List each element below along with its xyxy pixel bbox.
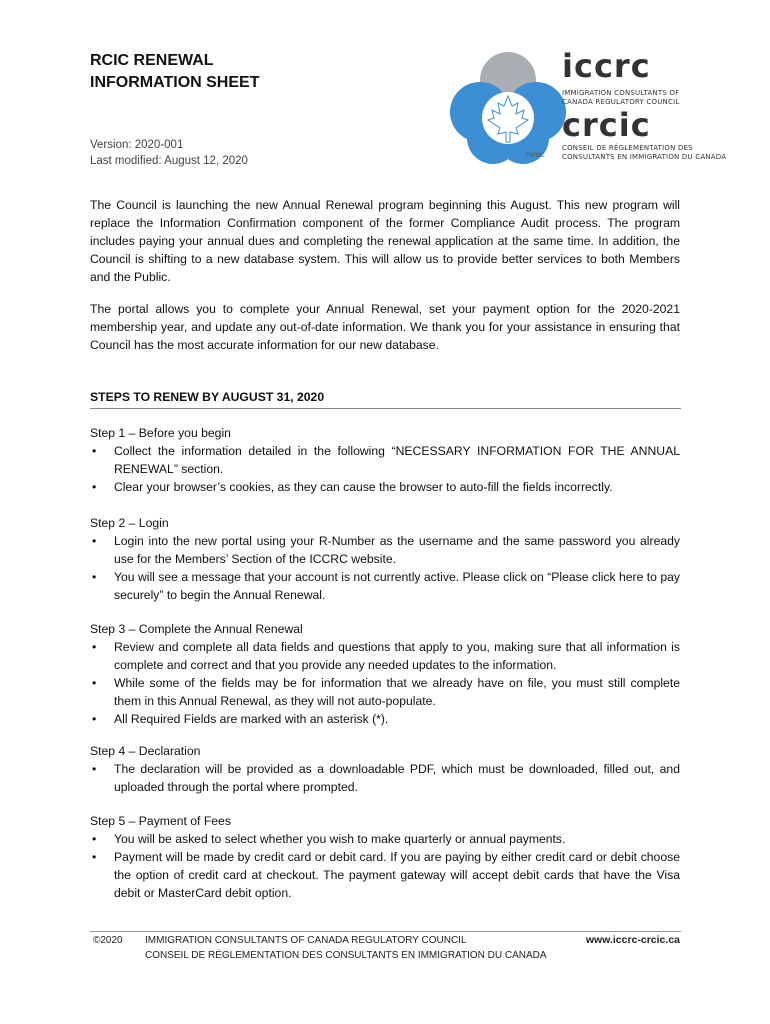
- list-item: • Login into the new portal using your R-Number as the username and the same password you already use for the Members’ Section of the ICCRC website.: [90, 532, 680, 568]
- list-item: • You will be asked to select whether you wish to make quarterly or annual payments.: [90, 830, 680, 848]
- footer-divider: [90, 931, 681, 932]
- footer-org-fr: CONSEIL DE RÉGLEMENTATION DES CONSULTANTS EN IMMIGRATION DU CANADA: [145, 950, 547, 961]
- trademark-label: TM/MC: [525, 153, 545, 159]
- step-list: [90, 442, 680, 496]
- list-item: • While some of the fields may be for information that we already have on file, you must still complete them in this Annual Renewal, as they will not auto-populate.: [90, 674, 680, 710]
- footer-website-link[interactable]: www.iccrc-crcic.ca: [585, 934, 680, 946]
- brand-subtitle-fr-line-1: CONSEIL DE RÉGLEMENTATION DES: [562, 144, 693, 152]
- brand-name-en: iccrc: [562, 47, 651, 85]
- step-title: Step 4 – Declaration: [90, 744, 201, 758]
- steps-heading: STEPS TO RENEW BY AUGUST 31, 2020: [90, 388, 681, 409]
- title-line-2: INFORMATION SHEET: [90, 74, 260, 91]
- version-info: [90, 137, 248, 169]
- list-item: • Clear your browser’s cookies, as they can cause the browser to auto-fill the fields incorrectly.: [90, 478, 680, 496]
- step-title: Step 1 – Before you begin: [90, 426, 231, 440]
- list-item: • The declaration will be provided as a downloadable PDF, which must be downloaded, filled out, and uploaded through the portal where prompted.: [90, 760, 680, 796]
- list-item: • All Required Fields are marked with an asterisk (*).: [90, 710, 680, 728]
- list-item: • You will see a message that your account is not currently active. Please click on “Please click here to pay securely” to begin the Annual Renewal.: [90, 568, 680, 604]
- list-item: • Review and complete all data fields and questions that apply to you, making sure that all information is complete and correct and that you provide any needed updates to the information.: [90, 638, 680, 674]
- step-1: [90, 424, 680, 496]
- step-list: [90, 638, 680, 728]
- title-line-1: RCIC RENEWAL: [90, 52, 214, 69]
- step-list: [90, 532, 680, 604]
- brand-subtitle-fr-line-2: CONSULTANTS EN IMMIGRATION DU CANADA: [562, 153, 727, 161]
- list-item: • Collect the information detailed in the following “NECESSARY INFORMATION FOR THE ANNUAL RENEWAL” section.: [90, 442, 680, 478]
- brand-subtitle-en-line-2: CANADA REGULATORY COUNCIL: [562, 98, 680, 106]
- brand-subtitle-en: [562, 89, 679, 107]
- step-3: [90, 620, 680, 728]
- intro-paragraph-1: The Council is launching the new Annual Renewal program beginning this August. This new program will replace the Information Confirmation component of the former Compliance Audit process. The program includes paying your annual dues and completing the renewal application at the same time. In addition, the Council is shifting to a new database system. This will allow us to provide better services to both Members and the Public.: [90, 198, 680, 284]
- step-list: [90, 830, 680, 902]
- step-5: [90, 812, 680, 902]
- footer-organization: [145, 933, 547, 963]
- document-title: [90, 50, 259, 94]
- footer-copyright: ©2020: [93, 935, 123, 946]
- step-title: Step 3 – Complete the Annual Renewal: [90, 622, 303, 636]
- step-title: Step 2 – Login: [90, 516, 169, 530]
- step-4: [90, 742, 680, 796]
- brand-subtitle-fr: [562, 144, 726, 162]
- intro-paragraph-2: The portal allows you to complete your Annual Renewal, set your payment option for the 2020-2021 membership year, and update any out-of-date information. We thank you for your assistance in ensuring that Council has the most accurate information for our new database.: [90, 302, 680, 352]
- last-modified-label: Last modified: August 12, 2020: [90, 155, 248, 167]
- version-label: Version: 2020-001: [90, 139, 184, 151]
- step-title: Step 5 – Payment of Fees: [90, 814, 231, 828]
- footer-org-en: IMMIGRATION CONSULTANTS OF CANADA REGULATORY COUNCIL: [145, 935, 467, 946]
- step-list: [90, 760, 680, 796]
- list-item: • Payment will be made by credit card or debit card. If you are paying by either credit card or debit choose the option of credit card at checkout. The payment gateway will accept debit cards that have the Visa debit or MasterCard debit option.: [90, 848, 680, 902]
- brand-subtitle-en-line-1: IMMIGRATION CONSULTANTS OF: [562, 89, 680, 97]
- brand-name-fr: crcic: [562, 106, 651, 144]
- step-2: [90, 514, 680, 604]
